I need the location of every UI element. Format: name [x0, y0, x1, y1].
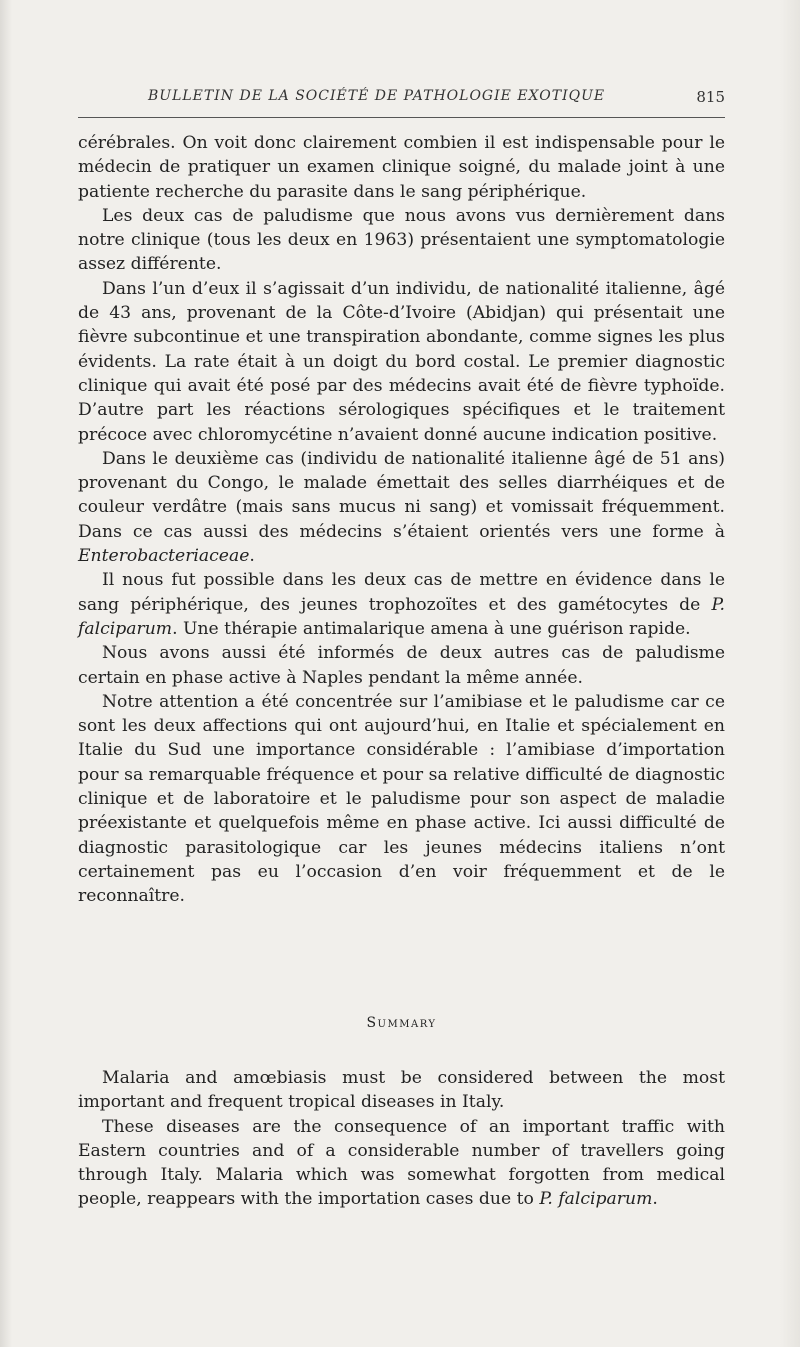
summary-paragraph-1: Malaria and amœbiasis must be considered between the most important and frequent tropical diseases in Italy.	[78, 1068, 725, 1113]
paragraph-5-end: . Une thérapie antimalarique amena à une guérison rapide.	[172, 618, 691, 639]
paragraph-4-text: Dans le deuxième cas (individu de nationalité italienne âgé de 51 ans) provenant du Congo, le malade émettait des selles diarrhéiques et de couleur verdâtre (mais sans mucus ni sang) et vomissait fréquemment. Dans ce cas aussi des médecins s’étaient orientés vers une forme à	[78, 448, 725, 542]
paragraph-5-italic: P. falciparum	[78, 594, 725, 639]
summary-body	[78, 1066, 725, 1212]
paragraph-4	[78, 447, 725, 568]
summary-paragraph-2-italic: P. falciparum	[539, 1189, 653, 1210]
paragraph-1: cérébrales. On voit donc clairement combien il est indispensable pour le médecin de pratiquer un examen clinique soigné, du malade joint à une patiente recherche du parasite dans le sang périphérique.	[78, 133, 725, 202]
paragraph-3: Dans l’un d’eux il s’agissait d’un individu, de nationalité italienne, âgé de 43 ans, provenant de la Côte-d’Ivoire (Abidjan) qui présentait une fièvre subcontinue et une transpiration abondante, comme signes les plus évidents. La rate était à un doigt du bord costal. Le premier diagnostic clinique qui avait été posé par des médecins avait été de fièvre typhoïde. D’autre part les réactions sérologiques spécifiques et le traitement précoce avec chloromycétine n’avaient donné aucune indication positive.	[78, 278, 725, 445]
summary-paragraph-2-end: .	[652, 1189, 658, 1210]
running-head	[80, 88, 727, 110]
paragraph-5	[78, 568, 725, 641]
summary-heading: Summary	[366, 1015, 437, 1031]
paragraph-2: Les deux cas de paludisme que nous avons vus dernièrement dans notre clinique (tous les deux en 1963) présentaient une symptomatologie assez différente.	[78, 205, 725, 275]
paragraph-6: Nous avons aussi été informés de deux autres cas de paludisme certain en phase active à Naples pendant la même année.	[78, 643, 725, 688]
journal-title: BULLETIN DE LA SOCIÉTÉ DE PATHOLOGIE EXOTIQUE	[148, 88, 606, 104]
header-rule	[78, 117, 725, 118]
paragraph-4-italic: Enterobacteriaceae	[78, 546, 250, 567]
summary-paragraph-2	[78, 1115, 725, 1212]
paragraph-5-text: Il nous fut possible dans les deux cas de mettre en évidence dans le sang périphérique, des jeunes trophozoïtes et des gamétocytes de	[78, 570, 725, 615]
paragraph-4-end: .	[249, 546, 255, 567]
summary-paragraph-2-text: These diseases are the consequence of an important traffic with Eastern countries and of a considerable number of travellers going through Italy. Malaria which was somewhat forgotten from medical people, reappears with the importation cases due to	[78, 1116, 725, 1210]
paragraph-7: Notre attention a été concentrée sur l’amibiase et le paludisme car ce sont les deux affections qui ont aujourd’hui, en Italie et spécialement en Italie du Sud une importance considérable : l’amibiase d’importation pour sa remarquable fréquence et pour sa relative difficulté de diagnostic clinique et de laboratoire et le paludisme pour son aspect de maladie préexistante et quelquefois même en phase active. Ici aussi difficulté de diagnostic parasitologique car les jeunes médecins italiens n’ont certainement pas eu l’occasion d’en voir fréquemment et de le reconnaître.	[78, 691, 725, 907]
article-body	[78, 131, 725, 909]
page-number: 815	[696, 88, 725, 106]
